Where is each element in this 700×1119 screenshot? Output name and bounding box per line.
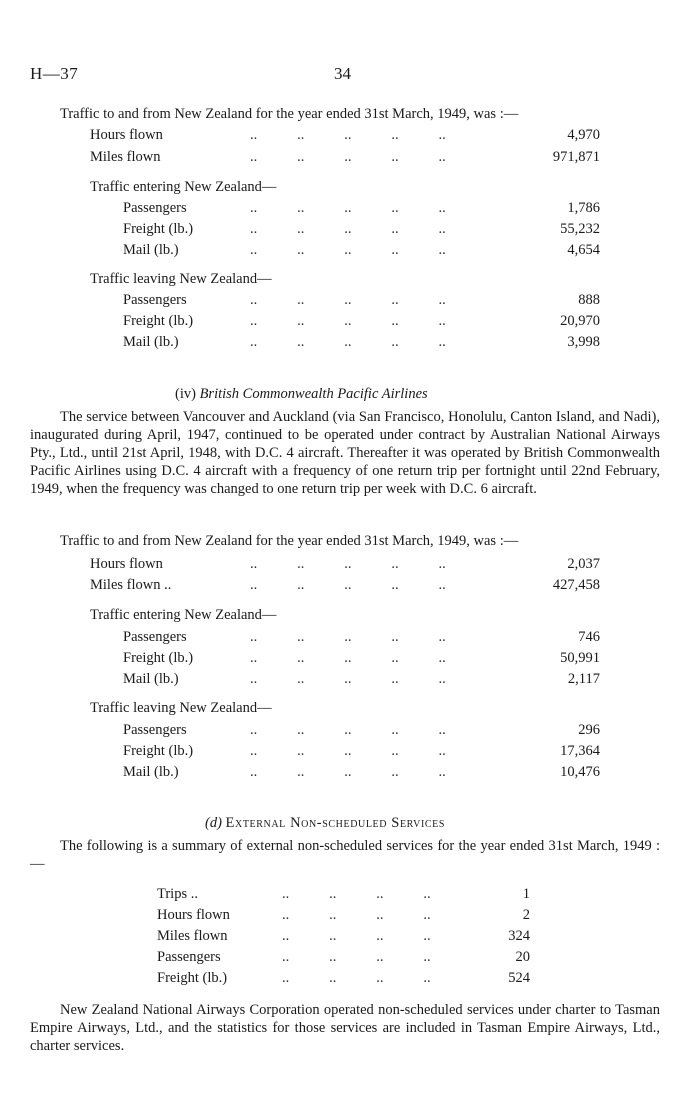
stat-row <box>123 312 600 330</box>
service-paragraph: The service between Vancouver and Auckland (via San Francisco, Honolulu, Canton Island, and Nadi), inaugurated during April, 1947, continued to be operated under contract by Australian National Airways Pty., Ltd., until 21st April, 1948, with D.C. 4 aircraft. Thereafter it was operated by British Commonwealth Pacific Airlines using D.C. 4 aircraft with a frequency of one return trip per fortnight until 22nd February, 1949, when the frequency was changed to one return trip per week with D.C. 6 aircraft. <box>30 409 660 497</box>
stat-value: 10,476 <box>560 764 600 780</box>
stat-value: 888 <box>578 292 600 308</box>
stat-label: Passengers <box>157 949 221 965</box>
leader-dots: .. .. .. .. .. <box>250 221 446 237</box>
stat-value: 1 <box>522 886 530 902</box>
stat-row <box>123 220 600 238</box>
stat-row <box>123 628 600 646</box>
heading-title: External Non-scheduled Services <box>225 815 446 831</box>
traffic-intro: Traffic to and from New Zealand for the year ended 31st March, 1949, was :— <box>60 106 519 122</box>
page-number: 34 <box>334 64 351 83</box>
leader-dots: .. .. .. .. .. <box>250 334 446 350</box>
stat-label: Trips .. <box>157 886 198 902</box>
leader-dots: .. .. .. .. .. <box>250 127 446 143</box>
stat-value: 20 <box>515 949 530 965</box>
stat-value: 2,037 <box>567 556 600 572</box>
stat-label: Hours flown <box>90 127 163 143</box>
stat-label: Passengers <box>123 722 187 738</box>
stat-value: 971,871 <box>552 149 600 165</box>
stat-value: 524 <box>508 970 530 986</box>
stat-row <box>123 742 600 760</box>
heading-title: British Commonwealth Pacific Airlines <box>199 386 428 402</box>
stat-value: 324 <box>508 928 530 944</box>
heading-number: (iv) <box>175 386 196 402</box>
stat-row <box>123 291 600 309</box>
stat-value: 4,654 <box>567 242 600 258</box>
stat-label: Freight (lb.) <box>123 743 194 759</box>
stat-label: Hours flown <box>157 907 230 923</box>
stat-label: Passengers <box>123 200 187 216</box>
leader-dots: .. .. .. .. <box>282 886 431 902</box>
stat-value: 4,970 <box>567 127 600 143</box>
stat-row <box>90 126 600 144</box>
stat-row <box>123 649 600 667</box>
stat-value: 2,117 <box>567 671 600 687</box>
leader-dots: .. .. .. .. .. <box>250 743 446 759</box>
entering-heading: Traffic entering New Zealand— <box>90 607 277 623</box>
stat-label: Miles flown .. <box>90 577 172 593</box>
stat-value: 3,998 <box>567 334 600 350</box>
stat-row <box>123 241 600 259</box>
stat-label: Hours flown <box>90 556 163 572</box>
stat-row <box>157 885 530 903</box>
stat-value: 1,786 <box>567 200 600 216</box>
stat-row <box>123 763 600 781</box>
leader-dots: .. .. .. .. .. <box>250 149 446 165</box>
leader-dots: .. .. .. .. .. <box>250 200 446 216</box>
document-reference: H—37 <box>30 64 79 83</box>
leader-dots: .. .. .. .. .. <box>250 556 446 572</box>
section-heading-non-scheduled <box>205 815 445 832</box>
stat-row <box>157 906 530 924</box>
leader-dots: .. .. .. .. .. <box>250 313 446 329</box>
stat-label: Freight (lb.) <box>123 313 194 329</box>
stat-label: Freight (lb.) <box>123 650 194 666</box>
closing-paragraph: New Zealand National Airways Corporation operated non-scheduled services under charter to Tasman Empire Airways, Ltd., and the statistics for those services are included in Tasman Empire Airways, Ltd., charter services. <box>30 1002 660 1054</box>
leader-dots: .. .. .. .. .. <box>250 764 446 780</box>
stat-label: Passengers <box>123 629 187 645</box>
leaving-heading: Traffic leaving New Zealand— <box>90 700 272 716</box>
stat-label: Mail (lb.) <box>123 334 179 350</box>
stat-row <box>123 333 600 351</box>
stat-label: Miles flown <box>90 149 161 165</box>
stat-value: 296 <box>578 722 600 738</box>
stat-value: 55,232 <box>560 221 600 237</box>
stat-row <box>90 555 600 573</box>
entering-heading: Traffic entering New Zealand— <box>90 179 277 195</box>
stat-row <box>123 670 600 688</box>
leader-dots: .. .. .. .. .. <box>250 629 446 645</box>
stat-value: 17,364 <box>560 743 600 759</box>
stat-row <box>157 969 530 987</box>
stat-value: 746 <box>578 629 600 645</box>
stat-row <box>123 199 600 217</box>
leader-dots: .. .. .. .. <box>282 970 431 986</box>
leader-dots: .. .. .. .. .. <box>250 722 446 738</box>
leader-dots: .. .. .. .. .. <box>250 577 446 593</box>
stat-row <box>123 721 600 739</box>
leaving-heading: Traffic leaving New Zealand— <box>90 271 272 287</box>
leader-dots: .. .. .. .. <box>282 949 431 965</box>
stat-label: Mail (lb.) <box>123 764 179 780</box>
stat-row <box>157 927 530 945</box>
leader-dots: .. .. .. .. <box>282 907 431 923</box>
stat-value: 50,991 <box>560 650 600 666</box>
stat-value: 427,458 <box>552 577 600 593</box>
leader-dots: .. .. .. .. .. <box>250 671 446 687</box>
stat-value: 2 <box>522 907 530 923</box>
stat-value: 20,970 <box>560 313 600 329</box>
heading-letter: (d) <box>205 815 222 831</box>
stat-label: Miles flown <box>157 928 228 944</box>
leader-dots: .. .. .. .. .. <box>250 650 446 666</box>
stat-label: Passengers <box>123 292 187 308</box>
stat-label: Mail (lb.) <box>123 242 179 258</box>
section-heading-bcpa <box>175 386 428 403</box>
stat-label: Freight (lb.) <box>157 970 228 986</box>
traffic-intro: Traffic to and from New Zealand for the year ended 31st March, 1949, was :— <box>60 533 519 549</box>
leader-dots: .. .. .. .. <box>282 928 431 944</box>
leader-dots: .. .. .. .. .. <box>250 242 446 258</box>
stat-row <box>90 148 600 166</box>
stat-row <box>90 576 600 594</box>
summary-intro: The following is a summary of external non-scheduled services for the year ended 31st March, 1949 :— <box>30 838 660 872</box>
stat-label: Freight (lb.) <box>123 221 194 237</box>
leader-dots: .. .. .. .. .. <box>250 292 446 308</box>
stat-row <box>157 948 530 966</box>
stat-label: Mail (lb.) <box>123 671 179 687</box>
